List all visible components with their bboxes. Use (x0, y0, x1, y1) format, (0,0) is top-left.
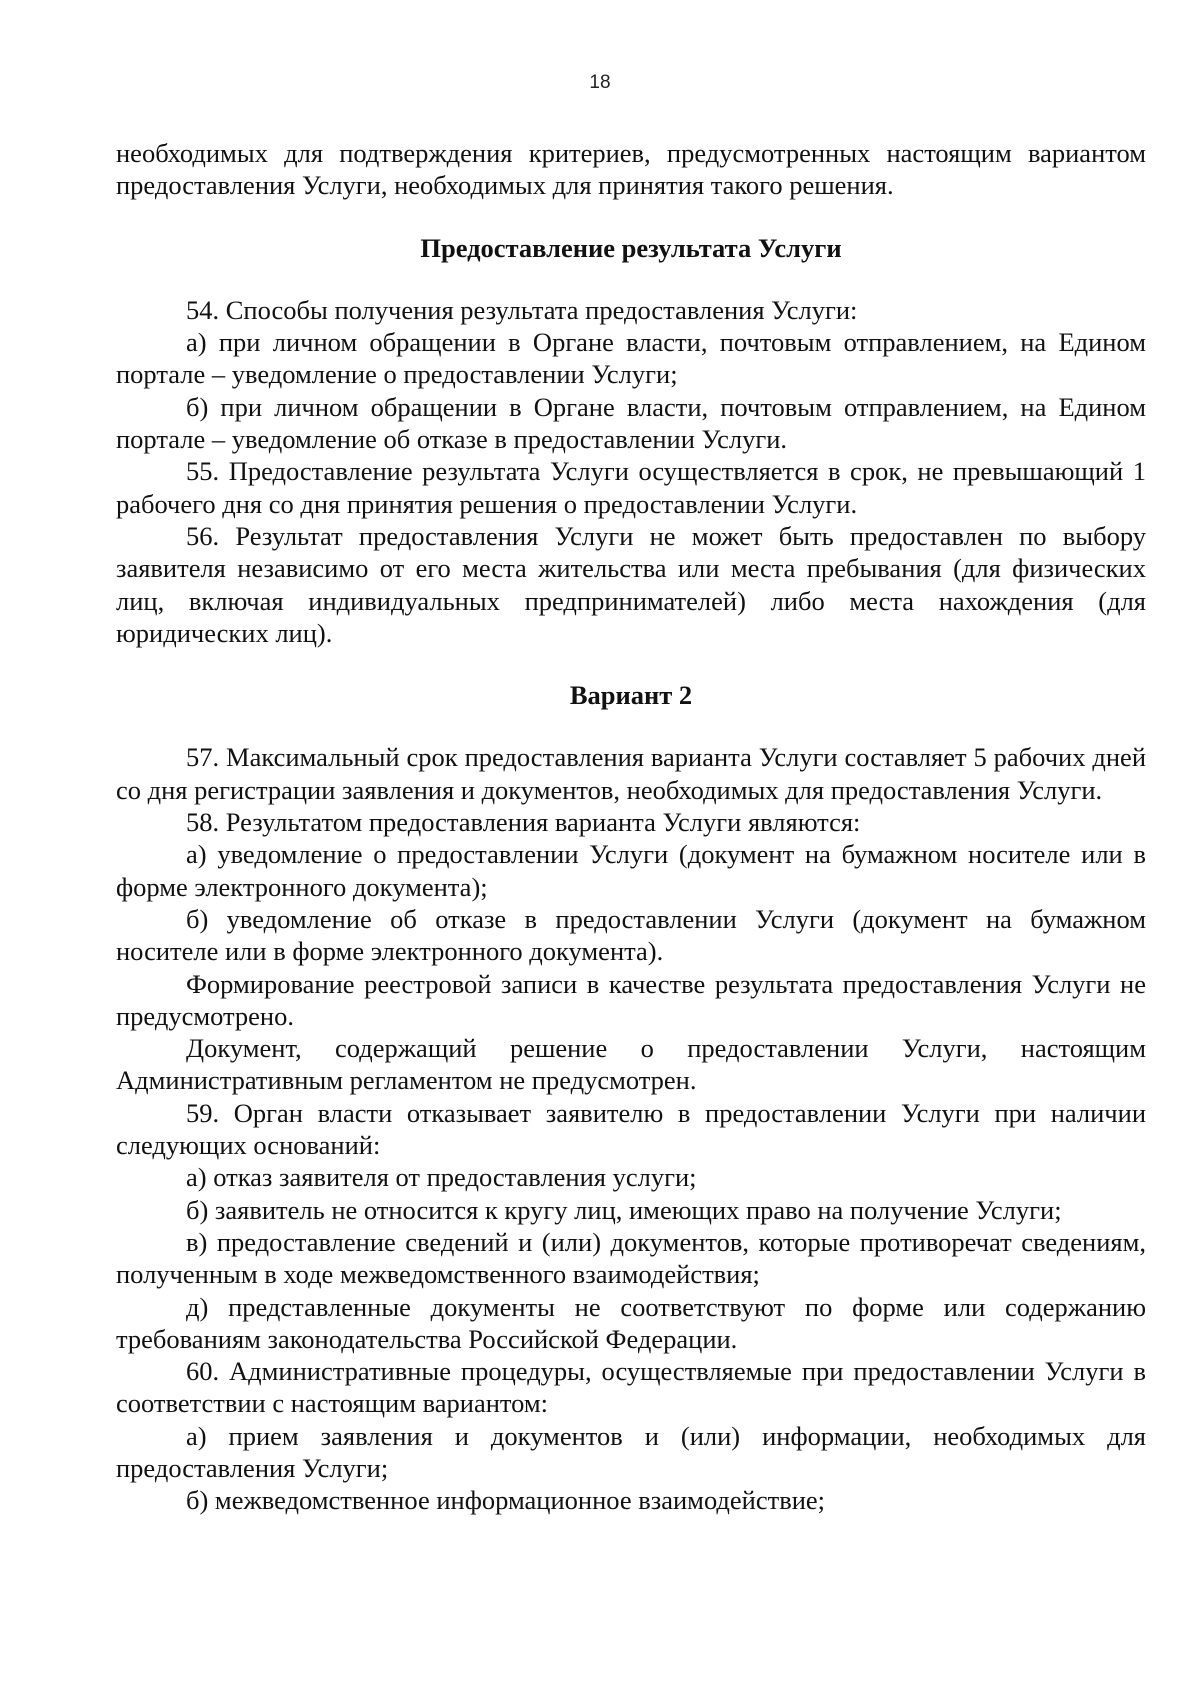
paragraph: Документ, содержащий решение о предоставлении Услуги, настоящим Административным регламентом не предусмотрен. (116, 1033, 1146, 1096)
paragraph: 54. Способы получения результата предоставления Услуги: (186, 294, 858, 325)
paragraph: в) предоставление сведений и (или) документов, которые противоречат сведениям, полученным в ходе межведомственного взаимодействия; (116, 1226, 1146, 1290)
paragraph: б) межведомственное информационное взаимодействие; (186, 1485, 826, 1516)
paragraph: Формирование реестровой записи в качестве результата предоставления Услуги не предусмотрено. (116, 968, 1146, 1031)
paragraph: 58. Результатом предоставления варианта Услуги являются: (186, 807, 861, 838)
paragraph: б) при личном обращении в Органе власти, почтовым отправлением, на Едином портале – уведомление об отказе в предоставлении Услуги. (116, 391, 1146, 455)
document-body (116, 137, 1146, 1517)
paragraph: 56. Результат предоставления Услуги не может быть предоставлен по выбору заявителя независимо от его места жительства или места пребывания (для физических лиц, включая индивидуальных предпринимателей) либо места нахождения (для юридических лиц). (116, 520, 1146, 648)
paragraph: а) отказ заявителя от предоставления услуги; (186, 1162, 697, 1193)
paragraph: а) прием заявления и документов и (или) информации, необходимых для предоставления Услуги; (116, 1420, 1146, 1483)
paragraph: д) представленные документы не соответствуют по форме или содержанию требованиям законодательства Российской Федерации. (116, 1291, 1146, 1354)
paragraph: 57. Максимальный срок предоставления варианта Услуги составляет 5 рабочих дней со дня регистрации заявления и документов, необходимых для предоставления Услуги. (116, 742, 1146, 805)
paragraph: б) заявитель не относится к кругу лиц, имеющих право на получение Услуги; (186, 1194, 1062, 1225)
paragraph: а) уведомление о предоставлении Услуги (документ на бумажном носителе или в форме электронного документа); (116, 839, 1146, 902)
paragraph-continuation: необходимых для подтверждения критериев, предусмотренных настоящим вариантом предоставления Услуги, необходимых для принятия такого решения. (116, 138, 1146, 201)
section-heading-variant: Вариант 2 (569, 680, 693, 711)
paragraph: б) уведомление об отказе в предоставлении Услуги (документ на бумажном носителе или в форме электронного документа). (116, 903, 1146, 967)
paragraph: 59. Орган власти отказывает заявителю в предоставлении Услуги при наличии следующих оснований: (116, 1097, 1146, 1161)
paragraph: а) при личном обращении в Органе власти, почтовым отправлением, на Едином портале – уведомление о предоставлении Услуги; (116, 327, 1146, 390)
paragraph: 60. Административные процедуры, осуществляемые при предоставлении Услуги в соответствии с настоящим вариантом: (116, 1356, 1146, 1419)
page-number: 18 (589, 72, 611, 93)
paragraph: 55. Предоставление результата Услуги осуществляется в срок, не превышающий 1 рабочего дня со дня принятия решения о предоставлении Услуги. (116, 456, 1146, 519)
section-heading-result: Предоставление результата Услуги (420, 232, 842, 263)
